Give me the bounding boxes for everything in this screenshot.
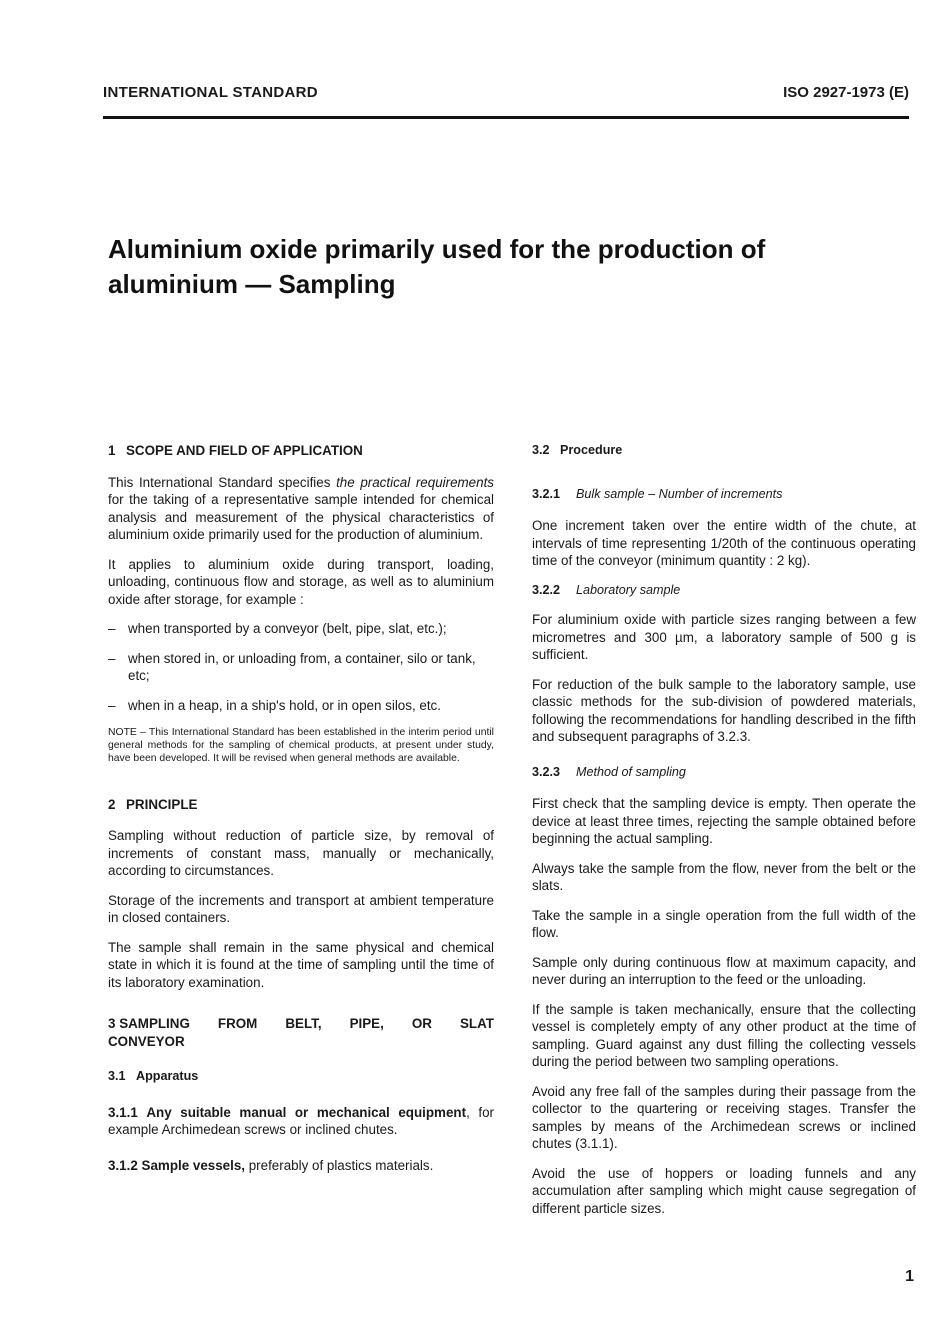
section-number: 3 (108, 1016, 116, 1032)
section-number: 3.2.2 (532, 582, 561, 597)
section-title: Method of sampling (576, 764, 686, 779)
header-rule (103, 116, 909, 119)
paragraph (108, 474, 494, 544)
section-3-heading (108, 1015, 494, 1050)
subsection-3-2-1-heading (532, 486, 916, 504)
paragraph: Avoid any free fall of the samples during their passage from the collector to the quartering or receiving stages. Transfer the samples by means of the Archimedean screws or inclined chutes (3.1.1). (532, 1083, 916, 1151)
document-title (108, 232, 868, 302)
paragraph: Storage of the increments and transport at ambient temperature in closed containers. (108, 892, 494, 926)
section-2-heading (108, 796, 494, 814)
heading-word: OR (411, 1016, 432, 1032)
section-number: 3.2.1 (532, 486, 561, 501)
note: NOTE – This International Standard has been established in the interim period until general methods for the sampling of chemical products, at present under study, have been developed. It will be revised when general methods are available. (108, 727, 494, 765)
page-header (103, 84, 909, 124)
page-number: 1 (905, 1268, 914, 1285)
heading-line-2: CONVEYOR (108, 1033, 185, 1049)
paragraph: One increment taken over the entire width of the chute, at intervals of time representing 1/20th of the continuous operating time of the conveyor (minimum quantity : 2 kg). (532, 518, 916, 568)
list-item (108, 620, 494, 638)
section-number: 3.2 (532, 443, 550, 457)
list-item-text: when transported by a conveyor (belt, pipe, slat, etc.); (128, 621, 447, 636)
paragraph: Take the sample in a single operation from the full width of the flow. (532, 907, 916, 940)
heading-word (108, 1015, 190, 1033)
paragraph: Always take the sample from the flow, never from the belt or the slats. (532, 860, 916, 893)
paragraph: It applies to aluminium oxide during transport, loading, unloading, continuous flow and storage, as well as to aluminium oxide after storage, for example : (108, 556, 494, 607)
dash-bullet: – (108, 650, 116, 666)
right-column (532, 442, 916, 1229)
text-run: for the taking of a representative sample intended for chemical analysis and measurement of the physical characteristics of aluminium oxide primarily used for the production of aluminium. (108, 492, 494, 542)
section-number: 2 (108, 796, 116, 812)
list-item (108, 697, 494, 715)
section-1-heading (108, 442, 494, 460)
list-item-text: when in a heap, in a ship's hold, or in open silos, etc. (128, 697, 441, 713)
section-title: Laboratory sample (576, 582, 681, 597)
list-item (108, 650, 494, 685)
subsection-3-2-2-heading (532, 582, 916, 600)
bold-term: Sample vessels, (141, 1157, 246, 1173)
paragraph: Sample only during continuous flow at maximum capacity, and never during an interruption to the feed or the unloading. (532, 954, 916, 987)
paragraph: For aluminium oxide with particle sizes ranging between a few micrometres and 300 µm, a laboratory sample of 500 g is sufficient. (532, 612, 916, 662)
dash-bullet: – (108, 697, 116, 713)
left-column (108, 442, 494, 1186)
text-run: preferably of plastics materials. (245, 1157, 434, 1173)
title-line-2: aluminium — Sampling (108, 269, 396, 299)
paragraph: First check that the sampling device is empty. Then operate the device at least three times, rejecting the sample obtained before beginning the actual sampling. (532, 796, 916, 846)
subsection-3-1-1 (108, 1104, 494, 1139)
paragraph: If the sample is taken mechanically, ensure that the collecting vessel is completely empty of any other product at the time of sampling. Guard against any dust filling the collecting vessels during the period between two sampling operations. (532, 1001, 916, 1069)
bold-term: Any suitable manual or mechanical equipment (146, 1104, 467, 1120)
section-title: SCOPE AND FIELD OF APPLICATION (126, 443, 363, 458)
heading-word: FROM (217, 1016, 258, 1032)
section-title: Procedure (560, 443, 623, 457)
dash-bullet: – (108, 621, 116, 636)
subsection-3-1-2 (108, 1157, 494, 1175)
section-title: Apparatus (136, 1069, 199, 1084)
paragraph: Sampling without reduction of particle size, by removal of increments of constant mass, manually or mechanically, according to circumstances. (108, 828, 494, 879)
section-title: Bulk sample – Number of increments (576, 486, 783, 501)
subsection-3-2-heading (532, 442, 916, 460)
heading-word: PIPE, (349, 1016, 384, 1032)
list-item-text: when stored in, or unloading from, a container, silo or tank, etc; (128, 650, 476, 683)
emphasis: the practical requirements (336, 474, 494, 490)
standard-number: ISO 2927-1973 (E) (783, 84, 909, 101)
subsection-3-2-3-heading (532, 764, 916, 782)
heading-line-1 (108, 1015, 494, 1033)
section-number: 3.1.2 (108, 1157, 138, 1173)
section-number: 1 (108, 443, 116, 458)
text-run: , for example Archimedean screws or inclined chutes. (108, 1104, 494, 1138)
subsection-3-1-heading (108, 1068, 494, 1086)
paragraph: For reduction of the bulk sample to the laboratory sample, use classic methods for the sub-division of powdered materials, following the recommendations for handling described in the fifth and subsequent paragraphs of 3.2.3. (532, 676, 916, 744)
heading-word: SLAT (460, 1016, 494, 1032)
heading-word: BELT, (285, 1016, 322, 1032)
paragraph: The sample shall remain in the same physical and chemical state in which it is found at the time of sampling until the time of its laboratory examination. (108, 939, 494, 990)
standard-type-label: INTERNATIONAL STANDARD (103, 84, 318, 101)
heading-word-text: SAMPLING (119, 1016, 190, 1032)
paragraph: Avoid the use of hoppers or loading funnels and any accumulation after sampling which might cause segregation of different particle sizes. (532, 1165, 916, 1216)
section-number: 3.1.1 (108, 1104, 138, 1120)
text-run: This International Standard specifies (108, 474, 337, 490)
section-title: PRINCIPLE (126, 796, 198, 812)
section-number: 3.1 (108, 1069, 126, 1084)
title-line-1: Aluminium oxide primarily used for the production of (108, 234, 766, 264)
section-number: 3.2.3 (532, 764, 561, 779)
